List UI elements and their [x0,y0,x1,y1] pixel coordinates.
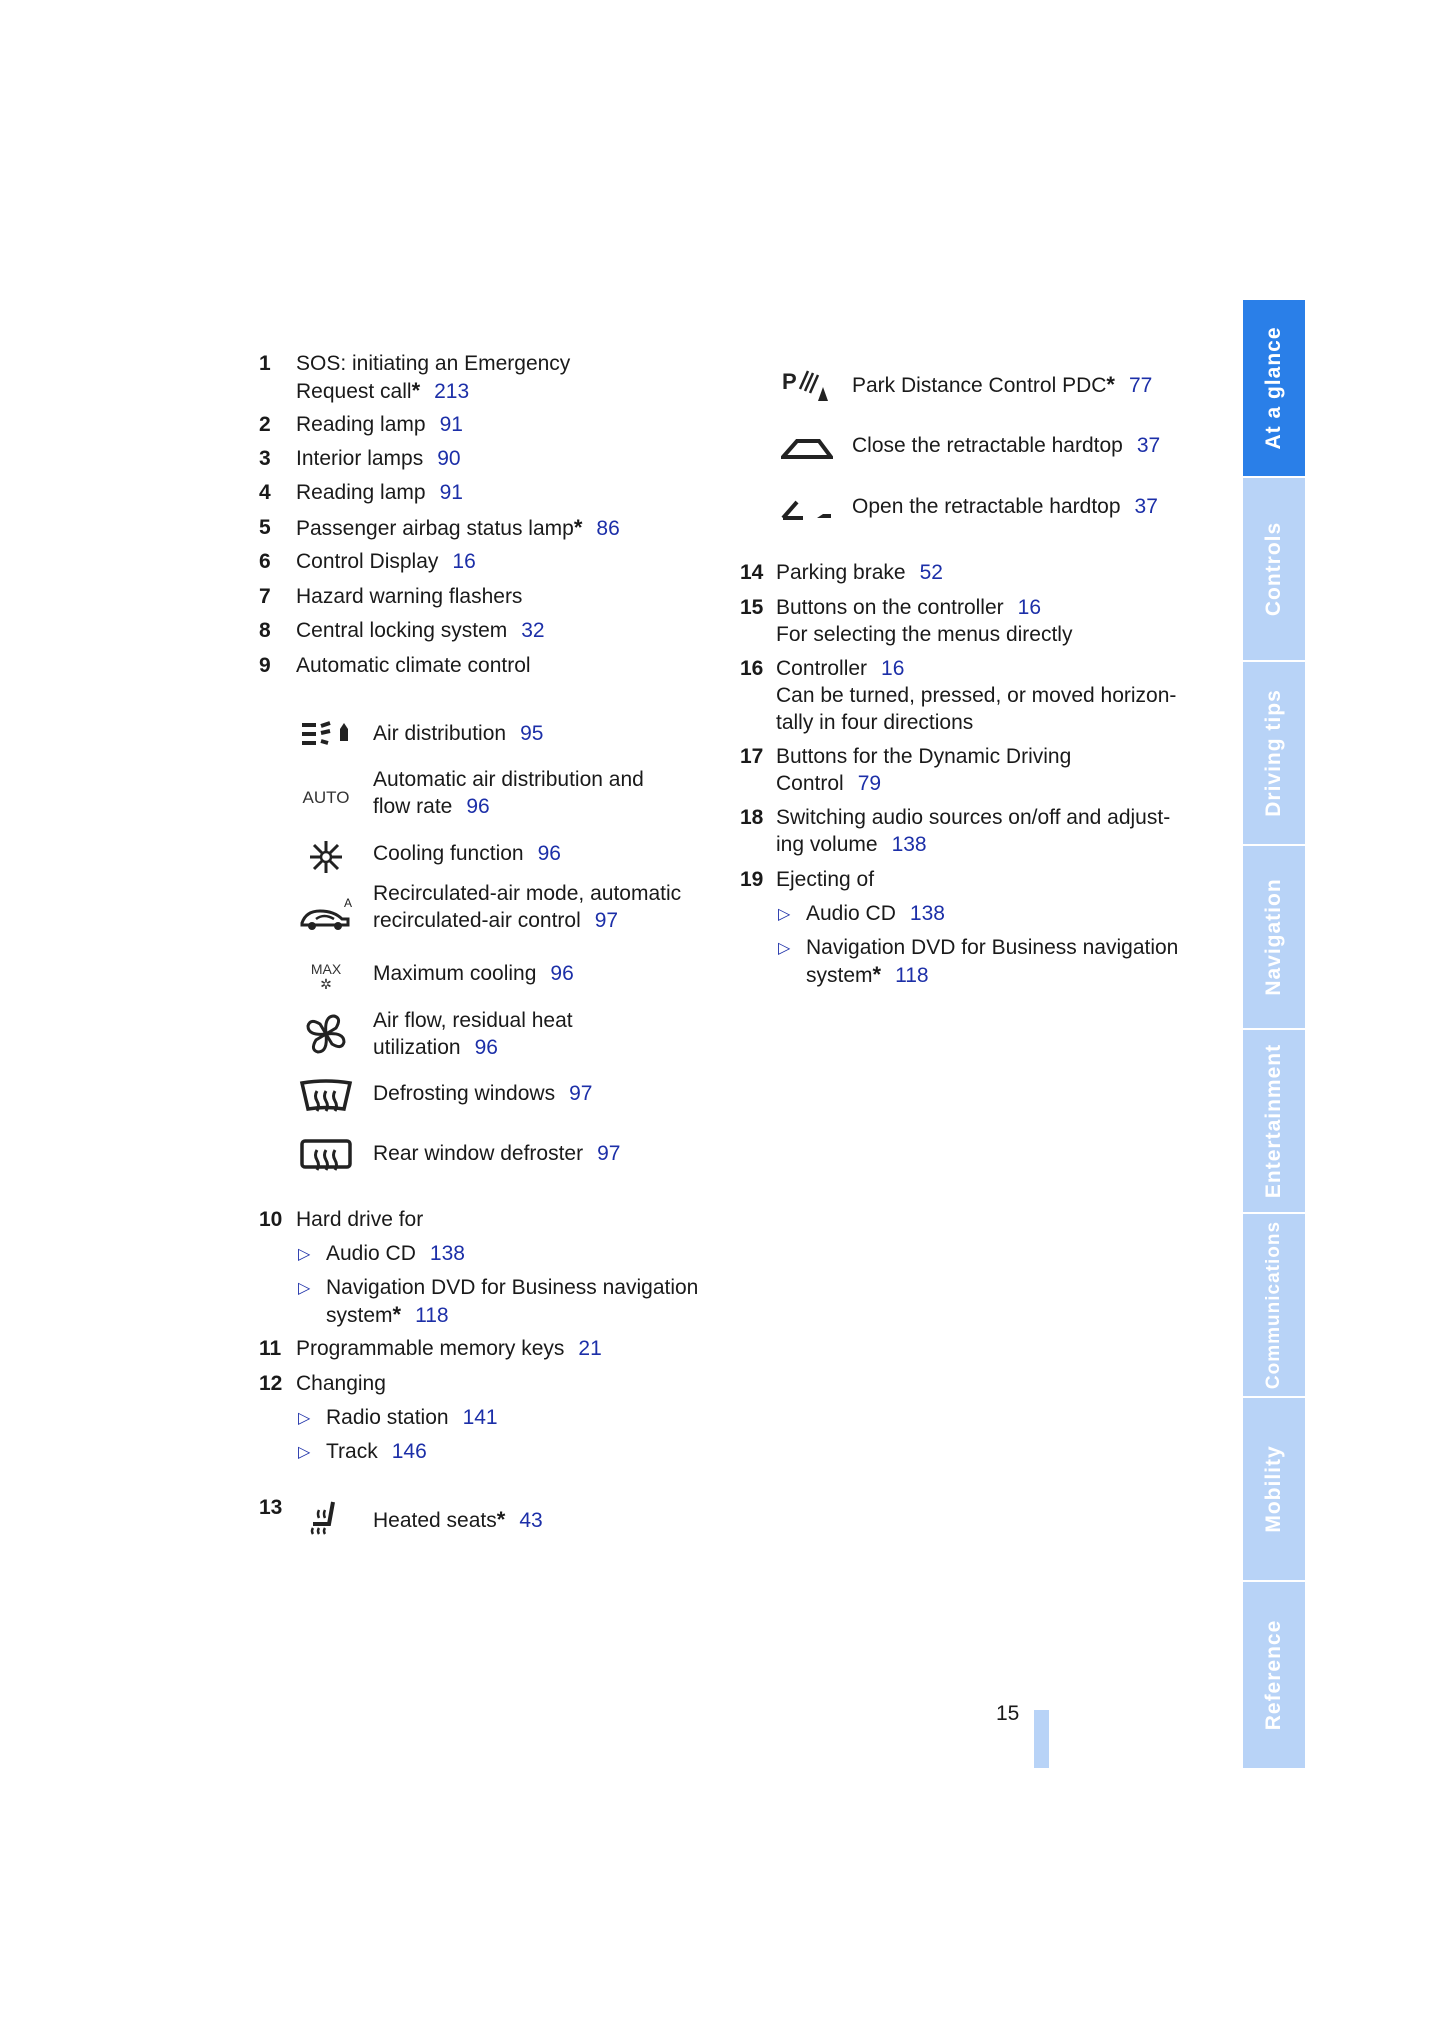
page-link[interactable]: 96 [466,795,490,818]
pdc-icon [777,363,837,407]
climate-text: Cooling function 96 [373,842,561,865]
climate-text: Maximum cooling 96 [373,962,574,985]
item-number: 10 [259,1208,283,1231]
page-link[interactable]: 79 [857,772,882,795]
item-text-line2: Control 79 [776,772,882,795]
page-link[interactable]: 16 [452,550,476,573]
item-number: 7 [259,585,271,608]
page-link[interactable]: 16 [881,657,905,680]
optional-star: * [872,962,882,987]
page-link[interactable]: 97 [597,1142,621,1165]
item-text-line2: ing volume 138 [776,833,927,856]
item-number: 5 [259,516,271,539]
page-link[interactable]: 96 [474,1036,498,1059]
item-number: 12 [259,1372,283,1395]
page-link[interactable]: 96 [537,842,561,865]
bullet-icon: ▷ [298,1410,311,1427]
tab-communications[interactable]: Communications [1243,1214,1305,1396]
page-link[interactable]: 37 [1136,434,1161,457]
item-number: 17 [740,745,764,768]
page-number: 15 [996,1702,1020,1725]
climate-text: Automatic air distribution and [373,768,644,791]
bullet-icon: ▷ [778,906,791,923]
climate-text: Recirculated-air mode, automatic [373,882,682,905]
tab-controls[interactable]: Controls [1243,478,1305,660]
page-link[interactable]: 86 [596,517,620,540]
page-link[interactable]: 138 [909,902,945,925]
tab-driving-tips[interactable]: Driving tips [1243,662,1305,844]
page-link[interactable]: 118 [895,964,929,987]
open-hardtop-icon [777,486,837,530]
item-text: Buttons for the Dynamic Driving [776,745,1072,768]
item-number: 6 [259,550,271,573]
sub-item-text: Audio CD 138 [806,902,945,925]
page-link[interactable]: 91 [439,413,463,436]
page-link[interactable]: 16 [1017,596,1041,619]
item-number: 1 [259,352,271,375]
climate-text: Defrosting windows 97 [373,1082,593,1105]
item-text-line2: For selecting the menus directly [776,623,1073,646]
climate-text: Air flow, residual heat [373,1009,573,1032]
heated-seat-icon [296,1496,356,1540]
page-link[interactable]: 146 [391,1440,427,1463]
item-text: Buttons on the controller 16 [776,596,1041,619]
item-text: Control Display 16 [296,550,476,573]
page-link[interactable]: 52 [919,561,943,584]
item-text: SOS: initiating an Emergency [296,352,571,375]
item-number: 2 [259,413,271,436]
optional-star: * [411,378,421,403]
item-number: 11 [259,1337,282,1360]
item-number: 19 [740,868,764,891]
max-cooling-icon: MAX ✲ [310,961,342,992]
item-text: Interior lamps 90 [296,447,461,470]
climate-text-line2: recirculated-air control 97 [373,909,619,932]
item-number: 15 [740,596,764,619]
sub-item-text-line2: system* 118 [326,1302,449,1327]
bullet-icon: ▷ [778,940,791,957]
item-text-line2: Request call* 213 [296,378,470,403]
tab-at-a-glance[interactable]: At a glance [1243,300,1305,476]
item-text-line2: Can be turned, pressed, or moved horizon- [776,684,1177,707]
page-link[interactable]: 90 [437,447,461,470]
page-number-marker [1034,1710,1049,1768]
sub-item-text: Navigation DVD for Business navigation [806,936,1179,959]
tab-navigation[interactable]: Navigation [1243,846,1305,1028]
item-text: Programmable memory keys 21 [296,1337,602,1360]
page-link[interactable]: 37 [1134,495,1158,518]
icon-item-text: Open the retractable hardtop 37 [852,495,1158,518]
page-link[interactable]: 95 [520,722,544,745]
rear-window-defrost-icon [296,1136,356,1180]
air-distribution-icon [296,712,356,756]
auto-icon: AUTO [302,788,350,807]
item-text: Parking brake 52 [776,561,943,584]
page-link[interactable]: 138 [891,833,927,856]
item-number: 4 [259,481,271,504]
close-hardtop-icon [777,425,837,469]
snowflake-icon [296,835,356,879]
item-text: Reading lamp 91 [296,481,463,504]
sub-item-text: Track 146 [326,1440,427,1463]
item-number: 14 [740,561,764,584]
optional-star: * [573,515,583,540]
icon-item-text: Close the retractable hardtop 37 [852,434,1161,457]
item-number: 16 [740,657,764,680]
recirculation-car-icon [296,893,356,937]
item-number: 18 [740,806,764,829]
page-link[interactable]: 77 [1128,374,1153,397]
page-link[interactable]: 91 [439,481,463,504]
windshield-defrost-icon [296,1077,356,1121]
sub-item-text: Radio station 141 [326,1406,498,1429]
item-text: Reading lamp 91 [296,413,463,436]
optional-star: * [1106,372,1115,397]
item-text-line3: tally in four directions [776,711,974,734]
item-text: Changing [296,1372,386,1395]
svg-text:P: P [782,369,797,394]
bullet-icon: ▷ [298,1280,311,1297]
page-link[interactable]: 141 [462,1406,498,1429]
page-link[interactable]: 21 [578,1337,602,1360]
page-link[interactable]: 97 [569,1082,593,1105]
item-text: Passenger airbag status lamp* 86 [296,515,620,540]
icon-item-text: Park Distance Control PDC* 77 [852,372,1153,397]
tab-mobility[interactable]: Mobility [1243,1398,1305,1580]
climate-text-line2: utilization 96 [373,1036,498,1059]
page-link[interactable]: 32 [521,619,545,642]
fan-icon [296,1012,356,1056]
page-link[interactable]: 97 [594,909,619,932]
bullet-icon: ▷ [298,1246,311,1263]
tab-entertainment[interactable]: Entertainment [1243,1030,1305,1212]
climate-text: Air distribution 95 [373,722,544,745]
tab-reference[interactable]: Reference [1243,1582,1305,1768]
item-number: 8 [259,619,271,642]
item-number: 13 [259,1496,283,1519]
sub-item-text-line2: system* 118 [806,962,929,987]
item-text: Controller 16 [776,657,905,680]
climate-text: Rear window defroster 97 [373,1142,621,1165]
item-text: Heated seats* 43 [373,1507,543,1532]
page-link[interactable]: 118 [415,1304,449,1327]
bullet-icon: ▷ [298,1444,311,1461]
page-link[interactable]: 138 [429,1242,465,1265]
sub-item-text: Audio CD 138 [326,1242,465,1265]
page-link[interactable]: 213 [434,380,470,403]
item-text: Automatic climate control [296,654,531,677]
climate-text-line2: flow rate 96 [373,795,490,818]
sub-item-text: Navigation DVD for Business navigation [326,1276,699,1299]
item-text: Hard drive for [296,1208,424,1231]
item-text: Ejecting of [776,868,875,891]
item-text: Hazard warning flashers [296,585,523,608]
item-text: Central locking system 32 [296,619,545,642]
optional-star: * [496,1507,506,1532]
item-text: Switching audio sources on/off and adjust- [776,806,1171,829]
page-link[interactable]: 43 [519,1509,543,1532]
page-link[interactable]: 96 [550,962,574,985]
item-number: 9 [259,654,271,677]
optional-star: * [392,1302,402,1327]
svg-text:A: A [344,897,353,910]
item-number: 3 [259,447,271,470]
